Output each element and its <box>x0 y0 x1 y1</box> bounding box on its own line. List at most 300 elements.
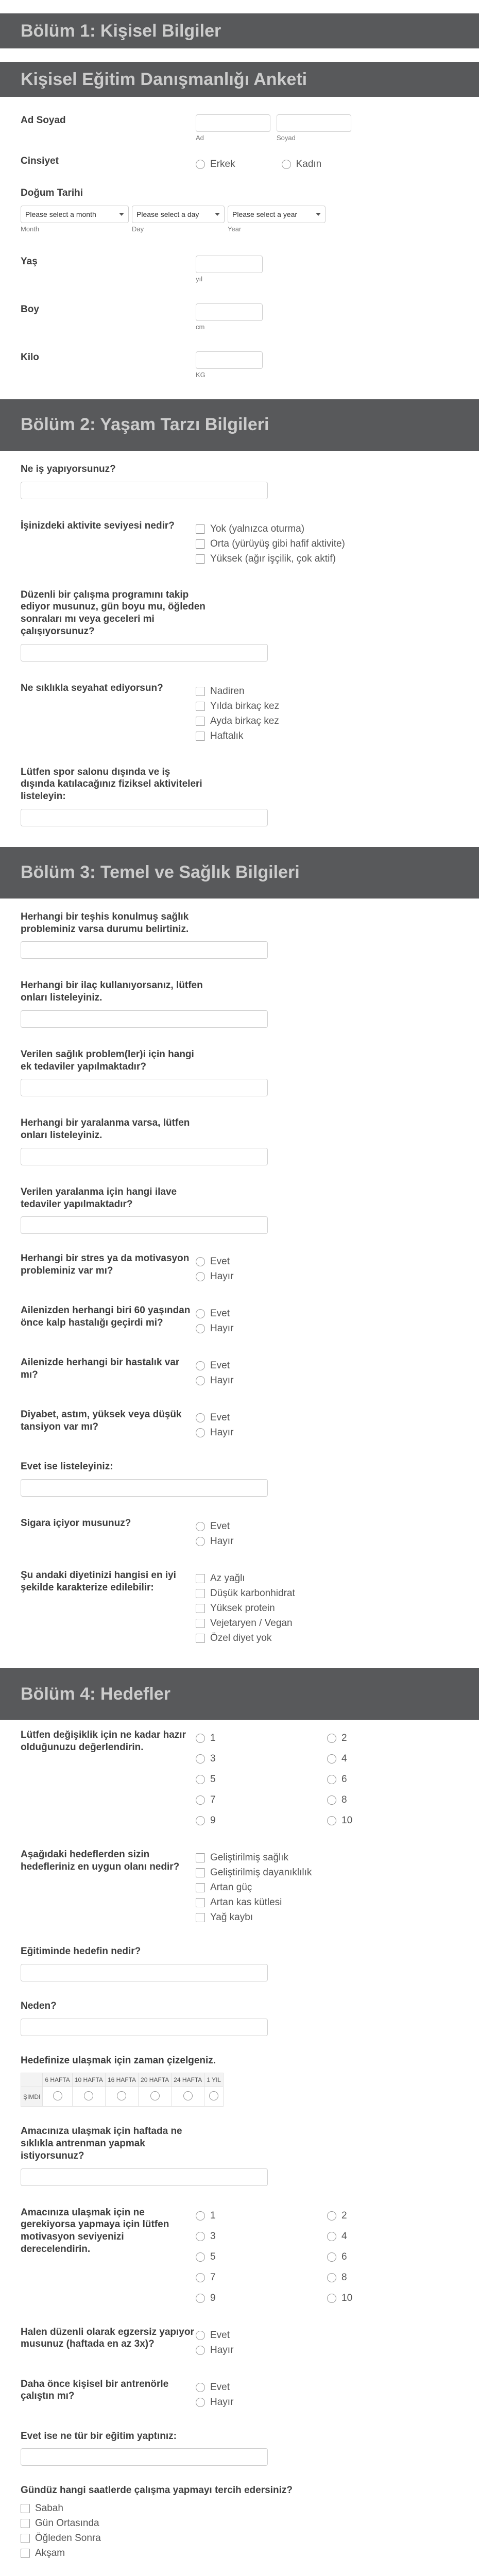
shift-input[interactable] <box>21 644 268 662</box>
option-label: Evet <box>210 2329 230 2341</box>
exercise-yes[interactable] <box>196 2330 458 2341</box>
timeframe-field <box>0 2055 479 2107</box>
radio-icon[interactable] <box>196 2211 205 2221</box>
name-label: Ad Soyad <box>21 115 66 126</box>
option-label: Evet <box>210 1521 230 1532</box>
motivation-option[interactable] <box>196 2293 327 2304</box>
form-title: Kişisel Eğitim Danışmanlığı Anketi <box>21 69 307 89</box>
radio-icon[interactable] <box>196 1324 205 1333</box>
weight-input[interactable] <box>196 351 263 369</box>
option-label: 5 <box>210 1774 216 1785</box>
matrix-cell[interactable] <box>105 2087 138 2107</box>
matrix-row <box>21 2087 224 2107</box>
days-field <box>0 2125 479 2185</box>
heart-yes[interactable] <box>196 1360 458 1371</box>
change-option[interactable] <box>327 1733 458 1744</box>
radio-icon[interactable] <box>196 1734 205 1743</box>
weight-label: Kilo <box>21 351 39 363</box>
matrix-corner <box>21 2073 43 2087</box>
motivation-option[interactable] <box>327 2251 458 2263</box>
radio-icon[interactable] <box>196 2273 205 2282</box>
motivation-field <box>0 2207 479 2308</box>
diagnosis-input[interactable] <box>21 941 268 959</box>
option-label: Geliştirilmiş dayanıklılık <box>210 1867 312 1878</box>
radio-icon[interactable] <box>150 2091 160 2100</box>
radio-icon[interactable] <box>196 1309 205 1318</box>
radio-icon[interactable] <box>327 2211 336 2221</box>
checkbox-icon[interactable] <box>196 1619 205 1628</box>
why-field <box>0 1945 479 1981</box>
option-label: Evet <box>210 1412 230 1423</box>
option-label: Az yağlı <box>210 1573 245 1584</box>
travel-label: Ne sıklıkla seyahat ediyorsun? <box>21 682 163 693</box>
activity-label: İşinizdeki aktivite seviyesi nedir? <box>21 520 175 531</box>
height-field <box>0 303 479 331</box>
change-option[interactable] <box>327 1753 458 1765</box>
yes-list-label: Evet ise listeleyiniz: <box>21 1461 113 1472</box>
radio-icon[interactable] <box>196 1361 205 1370</box>
radio-icon[interactable] <box>196 1795 205 1805</box>
radio-icon[interactable] <box>196 1428 205 1437</box>
age-label: Yaş <box>21 256 38 267</box>
section-title: Bölüm 4: Hedefler <box>21 1684 170 1704</box>
year-select[interactable] <box>228 206 326 223</box>
change-option[interactable] <box>196 1733 327 1744</box>
radio-icon[interactable] <box>84 2091 93 2100</box>
checkbox-icon[interactable] <box>196 702 205 711</box>
radio-icon[interactable] <box>196 2331 205 2340</box>
radio-icon[interactable] <box>117 2091 126 2100</box>
diabetes-yes[interactable] <box>196 1412 458 1423</box>
time-option[interactable] <box>21 2503 458 2514</box>
day-select[interactable] <box>132 206 225 223</box>
type-field <box>0 2430 479 2466</box>
option-label: Yüksek (ağır işçilik, çok aktif) <box>210 553 336 564</box>
option-label: Geliştirilmiş sağlık <box>210 1852 289 1863</box>
smoke-label: Sigara içiyor musunuz? <box>21 1518 131 1529</box>
motivation-option[interactable] <box>327 2231 458 2242</box>
checkbox-icon[interactable] <box>196 1868 205 1877</box>
radio-icon[interactable] <box>327 1754 336 1764</box>
change-option[interactable] <box>327 1774 458 1785</box>
option-label: Hayır <box>210 2396 234 2408</box>
radio-icon[interactable] <box>196 1272 205 1281</box>
option-label: 10 <box>341 1815 353 1826</box>
why2-field <box>0 2000 479 2036</box>
radio-icon[interactable] <box>327 2294 336 2303</box>
change-field <box>0 1729 479 1830</box>
goal-option[interactable] <box>196 1897 458 1908</box>
option-label: Akşam <box>35 2548 65 2558</box>
section-header-personal <box>0 13 479 48</box>
select-value: Please select a month <box>25 210 96 218</box>
option-label: 3 <box>210 2230 216 2242</box>
diabetes-field <box>0 1409 479 1442</box>
radio-icon[interactable] <box>196 2398 205 2407</box>
family-no[interactable] <box>196 1323 458 1334</box>
exercise-field <box>0 2326 479 2360</box>
medication-field <box>0 979 479 1028</box>
diagnosis-label: Herhangi bir teşhis konulmuş sağlık probleminiz varsa durumu belirtiniz. <box>21 911 189 935</box>
matrix-cell[interactable] <box>72 2087 105 2107</box>
chevron-down-icon <box>316 213 321 216</box>
month-sublabel: Month <box>21 225 40 233</box>
radio-icon[interactable] <box>196 1376 205 1385</box>
diet-option[interactable] <box>196 1588 458 1599</box>
option-label: 4 <box>341 1753 347 1764</box>
checkbox-icon[interactable] <box>196 687 205 696</box>
section-title: Bölüm 2: Yaşam Tarzı Bilgileri <box>21 415 269 435</box>
checkbox-icon[interactable] <box>196 1898 205 1907</box>
age-field <box>0 256 479 283</box>
radio-icon[interactable] <box>327 1816 336 1825</box>
section-header-goals <box>0 1668 479 1720</box>
option-label: Yok (yalnızca oturma) <box>210 523 305 534</box>
matrix-column-header: 24 HAFTA <box>172 2073 204 2087</box>
option-label: 7 <box>210 1794 216 1805</box>
days-label: Amacınıza ulaşmak için haftada ne sıklıkla antrenman yapmak istiyorsunuz? <box>21 2126 182 2161</box>
checkbox-icon[interactable] <box>196 1853 205 1862</box>
radio-icon[interactable] <box>196 1816 205 1825</box>
radio-icon[interactable] <box>196 1537 205 1546</box>
gender-label: Cinsiyet <box>21 156 59 166</box>
treatment-label: Verilen sağlık problem(ler)i için hangi ek tedaviler yapılmaktadır? <box>21 1048 194 1072</box>
activity-option[interactable] <box>196 553 458 565</box>
option-label: Evet <box>210 1360 230 1371</box>
checkbox-icon[interactable] <box>21 2519 30 2528</box>
trainer-no[interactable] <box>196 2397 458 2408</box>
injury-extra-field <box>0 1186 479 1234</box>
month-select[interactable] <box>21 206 129 223</box>
matrix-cell[interactable] <box>172 2087 204 2107</box>
last-name-sublabel: Soyad <box>277 134 296 142</box>
option-label: Sabah <box>35 2503 63 2514</box>
matrix-row-label: ŞIMDI <box>21 2087 43 2107</box>
motivation-option[interactable] <box>196 2210 327 2222</box>
sports-label: Lütfen spor salonu dışında ve iş dışında katılacağınız fiziksel aktiviteleri listeleyin: <box>21 766 202 802</box>
diabetes-no[interactable] <box>196 1427 458 1438</box>
activity-field <box>0 520 479 568</box>
weight-field <box>0 351 479 379</box>
goal-option[interactable] <box>196 1912 458 1923</box>
radio-icon[interactable] <box>196 2252 205 2262</box>
heart-no[interactable] <box>196 1375 458 1386</box>
radio-icon[interactable] <box>53 2091 62 2100</box>
sports-field <box>0 766 479 826</box>
matrix-column-header: 16 HAFTA <box>105 2073 138 2087</box>
radio-icon[interactable] <box>327 1795 336 1805</box>
radio-icon[interactable] <box>196 1257 205 1266</box>
checkbox-icon[interactable] <box>196 539 205 549</box>
radio-icon[interactable] <box>327 2252 336 2262</box>
change-option[interactable] <box>196 1794 327 1806</box>
why-label: Eğitiminde hedefin nedir? <box>21 1946 141 1957</box>
day-sublabel: Day <box>132 225 144 233</box>
radio-icon[interactable] <box>209 2091 218 2100</box>
option-label: Düşük karbonhidrat <box>210 1588 295 1599</box>
motivation-option[interactable] <box>196 2272 327 2283</box>
stress-field <box>0 1252 479 1286</box>
option-label: Haftalık <box>210 730 244 741</box>
diet-option[interactable] <box>196 1603 458 1614</box>
type-input[interactable] <box>21 2448 268 2466</box>
option-label: 4 <box>341 2230 347 2242</box>
option-label: Yılda birkaç kez <box>210 700 280 711</box>
trainer-label: Daha önce kişisel bir antrenörle çalıştın mı? <box>21 2378 169 2402</box>
option-label: Özel diyet yok <box>210 1633 272 1643</box>
checkbox-icon[interactable] <box>196 1574 205 1583</box>
change-option[interactable] <box>196 1815 327 1826</box>
height-label: Boy <box>21 303 39 315</box>
age-input[interactable] <box>196 256 263 273</box>
why2-input[interactable] <box>21 2019 268 2036</box>
option-label: Yağ kaybı <box>210 1912 253 1923</box>
injury-label: Herhangi bir yaralanma varsa, lütfen onları listeleyiniz. <box>21 1117 190 1141</box>
motivation-option[interactable] <box>196 2251 327 2263</box>
change-option[interactable] <box>327 1794 458 1806</box>
option-label: Nadiren <box>210 685 245 697</box>
family-yes[interactable] <box>196 1308 458 1319</box>
radio-icon[interactable] <box>196 1775 205 1784</box>
option-label: Vejetaryen / Vegan <box>210 1618 293 1629</box>
checkbox-icon[interactable] <box>196 717 205 726</box>
family-field <box>0 1304 479 1338</box>
option-label: Öğleden Sonra <box>35 2533 101 2544</box>
height-unit: cm <box>196 323 205 331</box>
smoke-field <box>0 1517 479 1551</box>
option-label: 8 <box>341 2272 347 2283</box>
gender-option-male[interactable] <box>196 159 235 170</box>
heart-field <box>0 1357 479 1390</box>
gender-field <box>0 155 479 174</box>
matrix-column-header: 6 HAFTA <box>43 2073 72 2087</box>
option-label: Hayır <box>210 2344 234 2355</box>
section-title: Bölüm 3: Temel ve Sağlık Bilgileri <box>21 862 300 883</box>
radio-icon[interactable] <box>196 2383 205 2392</box>
checkbox-icon[interactable] <box>21 2549 30 2558</box>
option-label: 5 <box>210 2251 216 2262</box>
matrix-column-header: 20 HAFTA <box>139 2073 172 2087</box>
time-field <box>0 2484 479 2559</box>
change-label: Lütfen değişiklik için ne kadar hazır olduğunuzu değerlendirin. <box>21 1730 186 1753</box>
shift-label: Düzenli bir çalışma programını takip ediyor musunuz, gün boyu mu, öğleden sonraları mı veya geceleri mi çalışıyorsunuz? <box>21 589 206 637</box>
name-field <box>0 114 479 142</box>
form-title-bar <box>0 62 479 97</box>
timeframe-label: Hedefinize ulaşmak için zaman çizelgeniz. <box>21 2055 216 2066</box>
diet-option[interactable] <box>196 1633 458 1644</box>
diabetes-label: Diyabet, astım, yüksek veya düşük tansiyon var mı? <box>21 1409 182 1432</box>
radio-icon[interactable] <box>183 2091 193 2100</box>
change-option[interactable] <box>196 1753 327 1765</box>
smoke-no[interactable] <box>196 1536 458 1547</box>
treatment-input[interactable] <box>21 1079 268 1096</box>
option-label: Artan güç <box>210 1882 252 1893</box>
radio-icon[interactable] <box>196 2232 205 2241</box>
injury-extra-input[interactable] <box>21 1216 268 1234</box>
diagnosis-field <box>0 911 479 959</box>
exercise-no[interactable] <box>196 2345 458 2356</box>
last-name-input[interactable] <box>277 114 351 132</box>
radio-icon[interactable] <box>196 1754 205 1764</box>
checkbox-icon[interactable] <box>196 1913 205 1922</box>
matrix-column-header: 1 YIL <box>204 2073 224 2087</box>
stress-yes[interactable] <box>196 1256 458 1267</box>
checkbox-icon[interactable] <box>196 1589 205 1598</box>
option-label: Hayır <box>210 1375 234 1386</box>
option-label: 6 <box>341 1774 347 1785</box>
birthdate-label: Doğum Tarihi <box>21 188 83 198</box>
year-sublabel: Year <box>228 225 242 233</box>
goal-option[interactable] <box>196 1882 458 1893</box>
option-label: 8 <box>341 1794 347 1805</box>
option-label: 1 <box>210 2210 216 2221</box>
why-input[interactable] <box>21 1964 268 1981</box>
select-value: Please select a year <box>232 210 298 218</box>
option-label: 2 <box>341 1733 347 1743</box>
injury-input[interactable] <box>21 1148 268 1165</box>
heart-label: Ailenizde herhangi bir hastalık var mı? <box>21 1357 180 1380</box>
days-input[interactable] <box>21 2168 268 2186</box>
time-option[interactable] <box>21 2533 458 2544</box>
travel-option[interactable] <box>196 716 458 727</box>
checkbox-icon[interactable] <box>196 1604 205 1613</box>
option-label: Ayda birkaç kez <box>210 715 279 726</box>
option-label: Hayır <box>210 1536 234 1547</box>
family-label: Ailenizden herhangi biri 60 yaşından önce kalp hastalığı geçirdi mi? <box>21 1305 191 1328</box>
injury-field <box>0 1117 479 1165</box>
checkbox-icon[interactable] <box>196 524 205 534</box>
yes-list-input[interactable] <box>21 1479 268 1497</box>
medication-input[interactable] <box>21 1010 268 1028</box>
matrix-cell[interactable] <box>204 2087 224 2107</box>
checkbox-icon[interactable] <box>196 732 205 741</box>
motivation-option[interactable] <box>327 2210 458 2222</box>
shift-field <box>0 589 479 662</box>
diet-option[interactable] <box>196 1573 458 1584</box>
change-option[interactable] <box>196 1774 327 1785</box>
stress-label: Herhangi bir stres ya da motivasyon probleminiz var mı? <box>21 1253 190 1276</box>
change-option[interactable] <box>327 1815 458 1826</box>
weight-unit: KG <box>196 370 206 379</box>
yes-list-field <box>0 1461 479 1497</box>
option-label: Kadın <box>296 159 322 170</box>
motivation-option[interactable] <box>327 2293 458 2304</box>
matrix-column-header: 10 HAFTA <box>72 2073 105 2087</box>
trainer-field <box>0 2378 479 2412</box>
matrix-cell[interactable] <box>43 2087 72 2107</box>
trainer-yes[interactable] <box>196 2382 458 2393</box>
option-label: Artan kas kütlesi <box>210 1897 282 1908</box>
radio-icon[interactable] <box>327 1775 336 1784</box>
option-label: Evet <box>210 1256 230 1267</box>
option-label: Yüksek protein <box>210 1603 275 1614</box>
sports-input[interactable] <box>21 809 268 826</box>
job-label: Ne iş yapıyorsunuz? <box>21 463 116 474</box>
option-label: 3 <box>210 1753 216 1764</box>
age-unit: yıl <box>196 275 202 283</box>
radio-icon[interactable] <box>196 2346 205 2355</box>
injury-extra-label: Verilen yaralanma için hangi ilave tedaviler yapılmaktadır? <box>21 1186 177 1210</box>
option-label: Gün Ortasında <box>35 2518 99 2529</box>
motivation-option[interactable] <box>327 2272 458 2283</box>
option-label: Hayır <box>210 1271 234 1282</box>
matrix-cell[interactable] <box>139 2087 172 2107</box>
section-header-health <box>0 847 479 899</box>
birthdate-field <box>0 187 479 233</box>
radio-icon[interactable] <box>196 1522 205 1531</box>
stress-no[interactable] <box>196 1271 458 1282</box>
radio-icon[interactable] <box>282 160 291 169</box>
motivation-label: Amacınıza ulaşmak için ne gerekiyorsa yapmaya için lütfen motivasyon seviyenizi derecelendirin. <box>21 2207 169 2255</box>
option-label: Hayır <box>210 1323 234 1334</box>
activity-option[interactable] <box>196 538 458 550</box>
job-input[interactable] <box>21 482 268 499</box>
height-input[interactable] <box>196 303 263 321</box>
option-label: Evet <box>210 1308 230 1319</box>
goal-option[interactable] <box>196 1852 458 1863</box>
diet-label: Şu andaki diyetinizi hangisi en iyi şekilde karakterize edilebilir: <box>21 1570 176 1593</box>
job-field <box>0 463 479 499</box>
radio-icon[interactable] <box>196 160 205 169</box>
timeframe-matrix <box>21 2073 224 2107</box>
time-option[interactable] <box>21 2518 458 2529</box>
radio-icon[interactable] <box>327 2232 336 2241</box>
checkbox-icon[interactable] <box>196 1634 205 1643</box>
gender-option-female[interactable] <box>282 159 322 170</box>
checkbox-icon[interactable] <box>196 1883 205 1892</box>
option-label: Erkek <box>210 159 235 170</box>
diet-option[interactable] <box>196 1618 458 1629</box>
chevron-down-icon <box>119 213 124 216</box>
travel-option[interactable] <box>196 731 458 742</box>
option-label: 7 <box>210 2272 216 2283</box>
diet-field <box>0 1569 479 1648</box>
radio-icon[interactable] <box>196 1413 205 1422</box>
option-label: Hayır <box>210 1427 234 1438</box>
time-label: Gündüz hangi saatlerde çalışma yapmayı tercih edersiniz? <box>21 2485 293 2496</box>
chevron-down-icon <box>215 213 220 216</box>
option-label: 9 <box>210 1815 216 1826</box>
activity-option[interactable] <box>196 523 458 535</box>
travel-option[interactable] <box>196 686 458 697</box>
smoke-yes[interactable] <box>196 1521 458 1532</box>
option-label: 10 <box>341 2292 353 2303</box>
treatment-field <box>0 1048 479 1097</box>
motivation-option[interactable] <box>196 2231 327 2242</box>
section-header-lifestyle <box>0 399 479 451</box>
radio-icon[interactable] <box>327 1734 336 1743</box>
medication-label: Herhangi bir ilaç kullanıyorsanız, lütfen onları listeleyiniz. <box>21 980 203 1003</box>
radio-icon[interactable] <box>196 2294 205 2303</box>
type-label: Evet ise ne tür bir eğitim yaptınız: <box>21 2430 177 2442</box>
exercise-label: Halen düzenli olarak egzersiz yapıyor musunuz (haftada en az 3x)? <box>21 2326 194 2350</box>
option-label: 2 <box>341 2210 347 2221</box>
checkbox-icon[interactable] <box>21 2504 30 2513</box>
option-label: 9 <box>210 2292 216 2303</box>
first-name-input[interactable] <box>196 114 270 132</box>
checkbox-icon[interactable] <box>21 2534 30 2543</box>
checkbox-icon[interactable] <box>196 554 205 564</box>
travel-option[interactable] <box>196 701 458 712</box>
radio-icon[interactable] <box>327 2273 336 2282</box>
goals-field <box>0 1849 479 1927</box>
goal-option[interactable] <box>196 1867 458 1878</box>
option-label: 1 <box>210 1733 216 1743</box>
travel-field <box>0 682 479 745</box>
time-option[interactable] <box>21 2548 458 2559</box>
select-value: Please select a day <box>136 210 199 218</box>
first-name-sublabel: Ad <box>196 134 204 142</box>
